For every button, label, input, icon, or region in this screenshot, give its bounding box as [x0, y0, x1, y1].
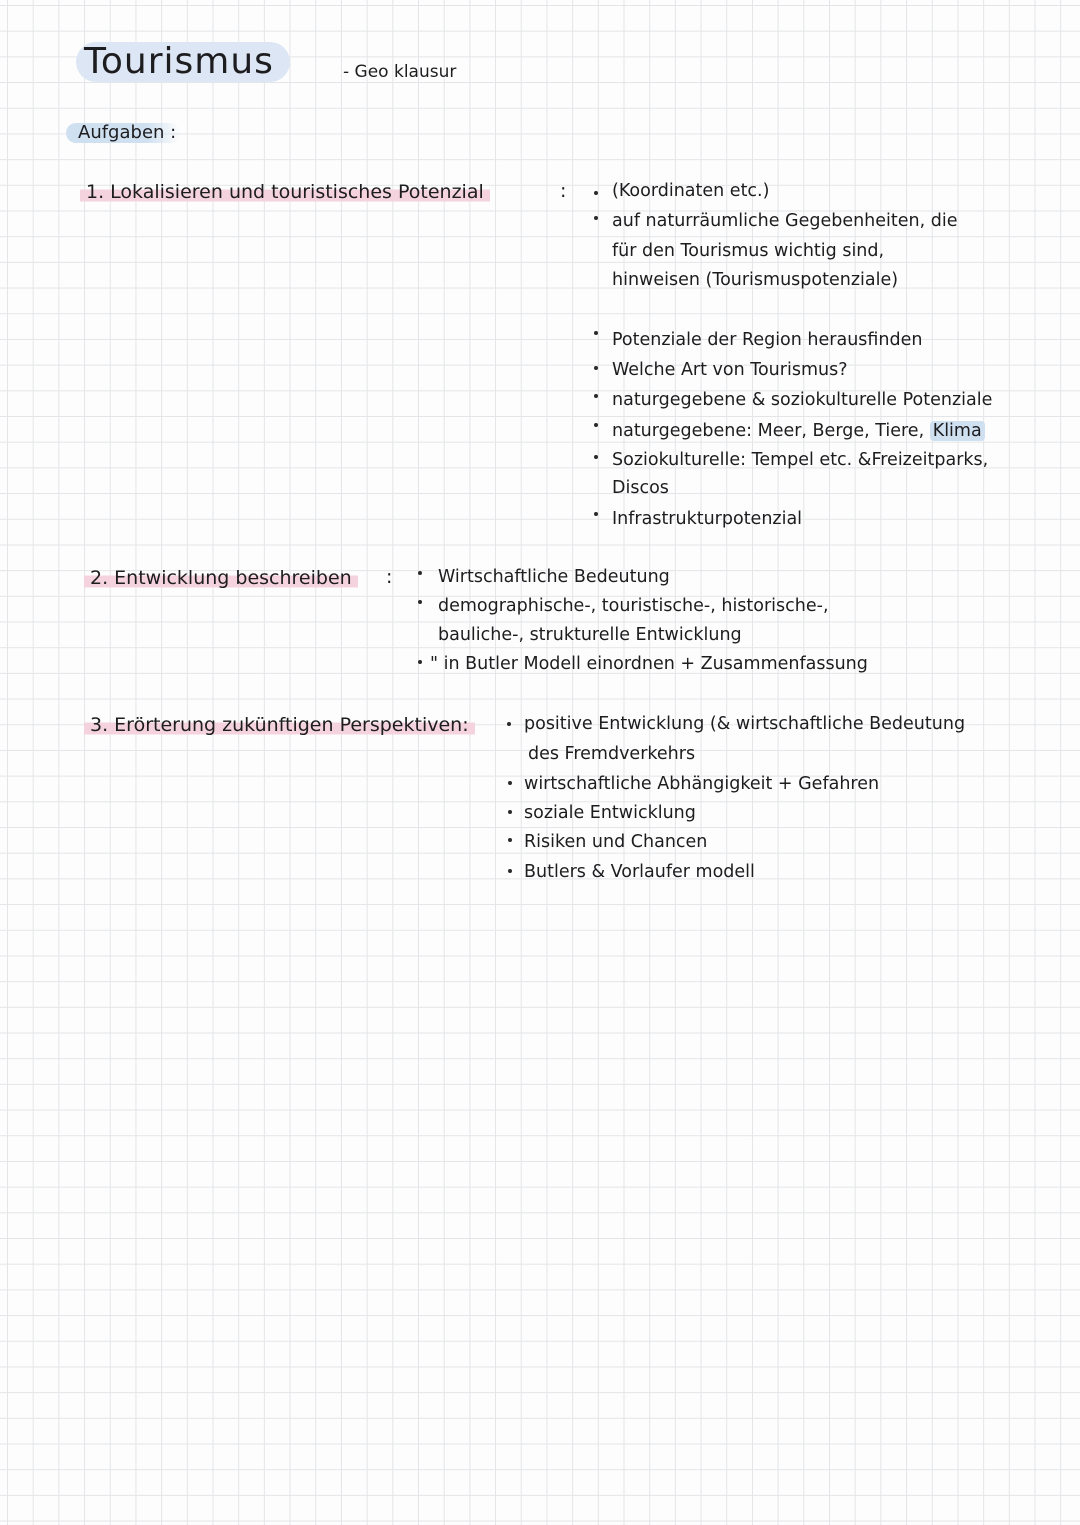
bullet-icon — [508, 781, 512, 785]
task-3-bullet-5: Butlers & Vorlaufer modell — [524, 862, 755, 882]
bullet-icon — [508, 869, 512, 873]
task-1-bullet-7-line-1: Soziokulturelle: Tempel etc. &Freizeitparks, — [612, 450, 989, 470]
bullet-icon — [594, 366, 598, 370]
bullet-icon — [594, 331, 598, 335]
task-1-bullet-8: Infrastrukturpotenzial — [612, 509, 803, 529]
page-subtitle: - Geo klausur — [343, 62, 457, 82]
bullet-icon — [418, 660, 422, 664]
task-1-bullet-2-line-3: hinweisen (Tourismuspotenziale) — [612, 270, 899, 290]
bullet-icon — [594, 191, 598, 195]
bullet-icon — [418, 571, 422, 575]
bullet-icon — [594, 423, 598, 427]
task-1-bullet-6-text: naturgegebene: Meer, Berge, Tiere, — [612, 421, 925, 441]
bullet-icon — [594, 512, 598, 516]
task-2-bullet-2-line-1: demographische-, touristische-, historische-, — [438, 596, 829, 616]
task-3-bullet-4: Risiken und Chancen — [524, 832, 708, 852]
task-3-bullet-1-line-1: positive Entwicklung (& wirtschaftliche Bedeutung — [524, 714, 966, 734]
bullet-icon — [418, 600, 422, 604]
section-heading-aufgaben: Aufgaben : — [66, 123, 180, 143]
task-2-bullet-2-line-2: bauliche-, strukturelle Entwicklung — [438, 625, 742, 645]
task-1-bullet-3: Potenziale der Region herausfinden — [612, 330, 923, 350]
task-1-bullet-7-line-2: Discos — [612, 478, 669, 498]
task-1-bullet-2-line-1: auf naturräumliche Gegebenheiten, die — [612, 211, 958, 231]
task-3-bullet-1-line-2: des Fremdverkehrs — [528, 744, 696, 764]
task-3-heading: 3. Erörterung zukünftigen Perspektiven: — [84, 713, 475, 737]
task-2-colon: : — [386, 566, 393, 588]
task-1-bullet-4: Welche Art von Tourismus? — [612, 360, 848, 380]
page-title: Tourismus — [76, 42, 290, 82]
task-1-colon: : — [560, 180, 567, 202]
task-1-bullet-2-line-2: für den Tourismus wichtig sind, — [612, 241, 885, 261]
task-3-bullet-3: soziale Entwicklung — [524, 803, 696, 823]
bullet-icon — [594, 216, 598, 220]
task-1-bullet-1: (Koordinaten etc.) — [612, 181, 770, 201]
bullet-icon — [594, 455, 598, 459]
task-1-heading: 1. Lokalisieren und touristisches Potenzial — [80, 180, 490, 204]
task-1-bullet-5: naturgegebene & soziokulturelle Potenziale — [612, 390, 993, 410]
task-1-bullet-6 — [612, 417, 985, 446]
task-2-bullet-1: Wirtschaftliche Bedeutung — [438, 567, 670, 587]
task-2-heading: 2. Entwicklung beschreiben — [84, 566, 358, 590]
highlight-klima: Klima — [930, 421, 985, 441]
bullet-icon — [507, 722, 511, 726]
bullet-icon — [594, 394, 598, 398]
task-3-bullet-2: wirtschaftliche Abhängigkeit + Gefahren — [524, 774, 880, 794]
task-2-bullet-3: " in Butler Modell einordnen + Zusammenfassung — [430, 654, 868, 674]
bullet-icon — [508, 810, 512, 814]
bullet-icon — [508, 838, 512, 842]
